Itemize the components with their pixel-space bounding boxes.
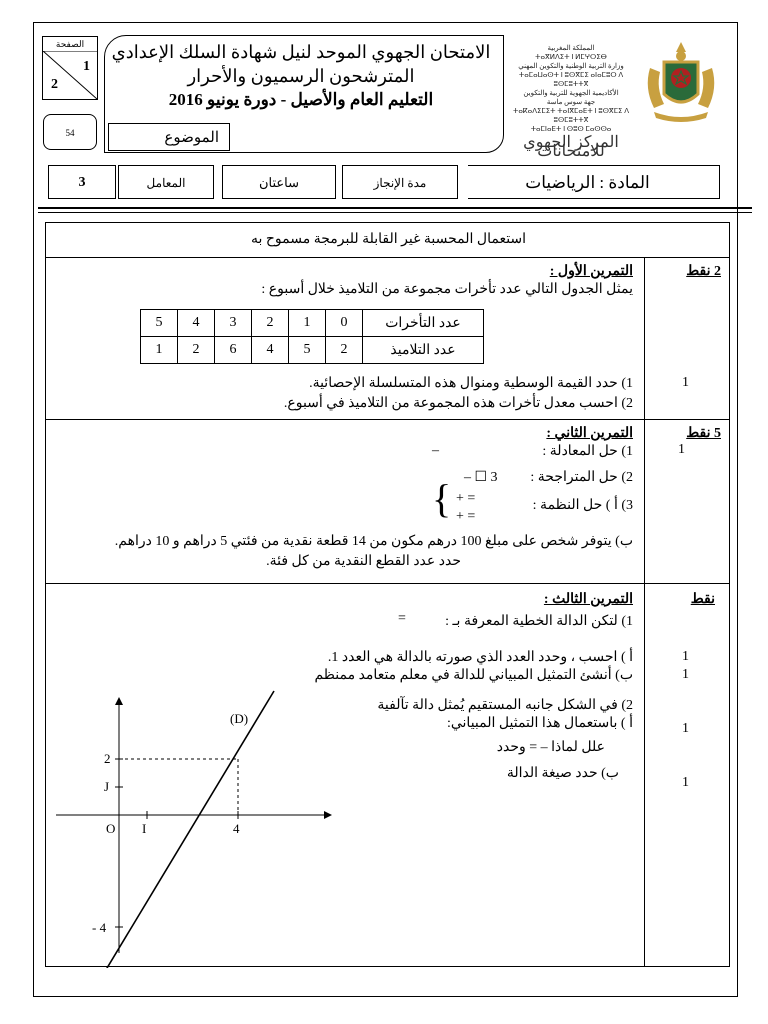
ministry-line: ⵜⴰⵎⵏⴰⴹⵜ ⵏ ⵙⵓⵙ ⵎⴰⵙⵙⴰ [530,125,612,133]
table-cell: 1 [289,310,326,337]
ex1-q1: 1) حدد القيمة الوسطية ومنوال هذه المتسلسلة الإحصائية. [309,376,633,391]
ex2-points: 5 نقط [686,426,721,441]
ex3-q1-expr: = [398,611,406,626]
ex3-q1a-points: 1 [682,649,689,664]
ex3-q1a: أ ) احسب ، وحدد العدد الذي صورته بالدالة هي العدد 1. [327,650,633,665]
table-cell: 5 [289,337,326,364]
ex2-q2-expr: – ☐ 3 [464,470,498,485]
ex3-q2b: ب) حدد صيغة الدالة [506,766,619,781]
table-cell: 2 [252,310,289,337]
table-row [141,310,484,337]
line-d [98,691,274,968]
ex2-q3: 3) أ ) حل النظمة : [532,498,633,513]
coefficient-label: المعامل [118,165,214,199]
title-line-2: المترشحون الرسميون والأحرار [187,66,415,86]
subject-label: الموضوع [108,123,230,151]
title-line-3: التعليم العام والأصيل - دورة يونيو 2016 [168,90,434,109]
duration-label: مدة الإنجاز [342,165,458,199]
ex3-q2a-line2: علل لماذا – = وحدد [496,740,605,755]
ex2-q1: 1) حل المعادلة : [542,444,633,459]
page-number-box [42,36,98,100]
subject-name: المادة : الرياضيات [468,165,720,199]
ministry-line: وزارة التربية الوطنية والتكوين المهني [518,62,624,70]
table-cell: 2 [326,337,363,364]
table-cell: 3 [215,310,252,337]
ex1-title: التمرين الأول : [549,264,633,279]
ministry-line: الأكاديمية الجهوية للتربية والتكوين [523,89,619,97]
origin-label: O [106,821,116,836]
ministry-line: ⵜⴰⴳⵍⴷⵉⵜ ⵏ ⵍⵎⵖⵔⵉⴱ [535,53,607,61]
table-row-label: عدد التلاميذ [363,337,484,364]
system-brace: { [432,476,452,521]
tick-y-neg4-label: - 4 [92,920,107,935]
table-cell: 4 [252,337,289,364]
ex2-sub-points: 1 [678,442,685,457]
ex2-title: التمرين الثاني : [546,426,633,441]
ex2-q3b: ب) يتوفر شخص على مبلغ 100 درهم مكون من 14 قطعة نقدية من فئتي 5 دراهم و 10 دراهم. [114,534,633,549]
ex2-system-eq2: + = [456,509,476,524]
ex1-q1-points: 1 [682,375,689,390]
ex3-q1: 1) لتكن الدالة الخطية المعرفة بـ : [445,614,633,629]
table-cell: 2 [178,337,215,364]
table-cell: 0 [326,310,363,337]
coefficient-value: 3 [48,165,116,199]
tick-x-4-label: 4 [233,821,240,836]
ex3-q2b-points: 1 [682,775,689,790]
tick-y-2-label: 2 [104,751,111,766]
exam-table [45,222,730,967]
ministry-line: المملكة المغربية [547,44,595,52]
exam-code: 54 [43,114,97,150]
header-rule-thin [38,212,752,213]
unit-y-label: J [104,779,110,794]
ministry-big: المركز الجهوي للامتحانات [523,134,619,160]
ministry-line: جهة سوس ماسة [546,98,596,106]
ex3-title: التمرين الثالث : [543,592,633,607]
ex3-q1b: ب) أنشئ التمثيل المبياني للدالة في معلم متعامد ممنظم [314,668,633,683]
row-divider [46,583,729,584]
row-divider [46,257,729,258]
page-label: الصفحة [55,39,85,49]
ex3-q2a: أ ) باستعمال هذا التمثيل المبياني: [446,716,633,731]
ex2-q3b-line2: حدد عدد القطع النقدية من كل فئة. [266,554,461,569]
table-cell: 1 [141,337,178,364]
table-cell: 4 [178,310,215,337]
calculator-note: استعمال المحسبة غير القابلة للبرمجة مسموح به [250,232,527,247]
page-current: 1 [83,59,90,74]
title-line-1: الامتحان الجهوي الموحد لنيل شهادة السلك الإعدادي [111,42,491,62]
ex1-points: 2 نقط [686,264,721,279]
row-divider [46,419,729,420]
ex1-intro: يمثل الجدول التالي عدد تأخرات مجموعة من التلاميذ خلال أسبوع : [261,282,633,297]
ministry-block [512,44,630,160]
ex2-system-eq1: + = [456,491,476,506]
ex2-q2: 2) حل المتراجحة : [530,470,633,485]
line-graph [46,683,346,968]
ex3-q2: 2) في الشكل جانبه المستقيم يُمثل دالة تآلفية [377,698,633,713]
delays-table [140,309,484,364]
points-column-divider [644,257,645,966]
unit-x-label: I [142,821,147,836]
table-cell: 5 [141,310,178,337]
table-row-label: عدد التأخرات [363,310,484,337]
ex3-points: نقط [690,592,715,607]
header-rule-thick [38,207,752,209]
table-row [141,337,484,364]
coat-of-arms-icon [640,38,722,124]
ministry-line: ⵜⴰⴽⴰⴷⵉⵎⵉⵜ ⵜⴰⵏⴳⵎⴰⴹⵜ ⵏ ⵓⵙⴳⵎⵉ ⴷ ⵓⵙⵎⵓⵜⵜⴳ [512,107,629,124]
ex3-q1b-points: 1 [682,667,689,682]
line-d-label: (D) [230,711,249,726]
duration-value: ساعتان [222,165,336,199]
ex3-q2a-points: 1 [682,721,689,736]
page-total: 2 [51,77,58,92]
ex2-q1-expr: – [432,443,439,458]
table-cell: 6 [215,337,252,364]
ex1-q2: 2) احسب معدل تأخرات هذه المجموعة من التلاميذ في أسبوع. [283,396,633,411]
ministry-line: ⵜⴰⵎⴰⵡⴰⵙⵜ ⵏ ⵓⵙⴳⵎⵉ ⴰⵏⴰⵎⵓⵔ ⴷ ⵓⵙⵎⵓⵜⵜⴳ [518,71,624,88]
